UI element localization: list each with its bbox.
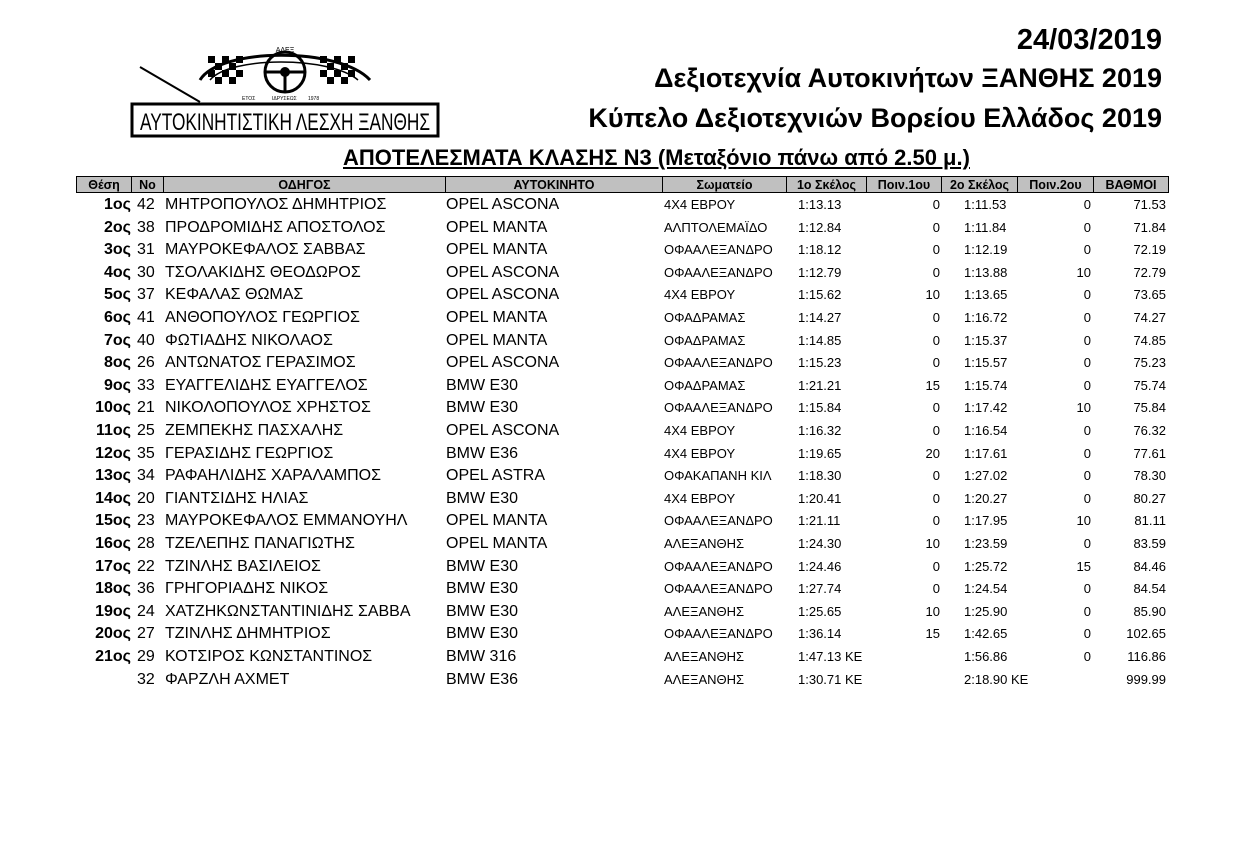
logo-club-name: ΑΥΤΟΚΙΝΗΤΙΣΤΙΚΗ ΛΕΣΧΗ ΞΑΝΘΗΣ [140, 109, 430, 136]
table-row [76, 578, 1176, 600]
leg1-cell: 1:12.79 [798, 264, 842, 280]
number-cell: 25 [137, 422, 155, 439]
logo-top-text: ΑΛΕΞ [275, 47, 295, 54]
penalty2-cell: 15 [1076, 558, 1091, 574]
club-cell: 4X4 ΕΒΡΟΥ [664, 197, 736, 212]
leg1-cell: 1:21.21 [798, 377, 842, 393]
leg2-cell: 1:15.37 [964, 332, 1008, 348]
position-cell: 6ος [104, 309, 131, 326]
penalty2-cell: 0 [1083, 581, 1091, 597]
cup-title: Κύπελο Δεξιοτεχνιών Βορείου Ελλάδος 2019 [588, 103, 1162, 133]
position-cell: 17ος [95, 557, 131, 575]
leg2-cell: 1:11.84 [964, 219, 1007, 235]
leg2-cell: 1:17.95 [964, 513, 1008, 529]
penalty1-cell: 15 [925, 377, 940, 393]
penalty1-cell: 0 [932, 242, 940, 258]
car-cell: OPEL MANTA [446, 535, 548, 552]
leg2-cell: 1:12.19 [964, 242, 1008, 258]
car-cell: BMW E30 [446, 489, 519, 507]
table-row [76, 194, 1176, 216]
club-cell: ΑΛΕΞΑΝΘΗΣ [664, 671, 745, 687]
club-cell: ΟΦΑΑΛΕΞΑΝΔΡΟ [664, 400, 773, 416]
driver-cell: ΡΑΦΑΗΛΙΔΗΣ ΧΑΡΑΛΑΜΠΟΣ [165, 467, 382, 485]
penalty2-cell: 0 [1083, 468, 1091, 484]
number-cell: 30 [137, 263, 155, 281]
car-cell: OPEL MANTA [446, 512, 548, 530]
leg1-cell: 1:24.46 [798, 558, 842, 574]
number-cell: 22 [137, 557, 155, 575]
table-row [76, 307, 1176, 329]
points-cell: 78.30 [1133, 468, 1166, 484]
points-cell: 75.84 [1133, 400, 1166, 416]
position-cell: 10ος [95, 399, 131, 417]
number-cell: 37 [137, 286, 155, 304]
penalty2-cell: 10 [1076, 264, 1091, 280]
driver-cell: ΓΡΗΓΟΡΙΑΔΗΣ ΝΙΚΟΣ [165, 580, 329, 598]
club-cell: ΟΦΑΚΑΠΑΝΗ ΚΙΛ [664, 468, 772, 484]
penalty2-cell: 0 [1083, 197, 1091, 212]
leg2-cell: 1:24.54 [964, 581, 1008, 597]
col-number: Νο [131, 176, 164, 193]
leg2-cell: 1:13.65 [964, 287, 1008, 303]
penalty1-cell: 0 [932, 400, 940, 416]
driver-cell: ΕΥΑΓΓΕΛΙΔΗΣ ΕΥΑΓΓΕΛΟΣ [165, 376, 368, 394]
penalty1-cell: 0 [932, 355, 940, 371]
leg1-cell: 1:25.65 [798, 603, 842, 619]
col-penalty2: Ποιν.2ου [1017, 176, 1094, 193]
number-cell: 36 [137, 580, 155, 598]
logo-year-right: 1978 [308, 96, 320, 102]
car-cell: OPEL MANTA [446, 241, 548, 259]
results-subtitle: ΑΠΟΤΕΛΕΣΜΑΤΑ ΚΛΑΣΗΣ Ν3 (Μεταξόνιο πάνω από 2.50 μ.) [343, 145, 970, 170]
logo-year-left: ΕΤΟΣ [242, 96, 256, 102]
driver-cell: ΚΕΦΑΛΑΣ ΘΩΜΑΣ [165, 286, 304, 304]
penalty1-cell: 0 [932, 332, 940, 348]
car-cell: BMW E36 [446, 670, 519, 688]
driver-cell: ΑΝΤΩΝΑΤΟΣ ΓΕΡΑΣΙΜΟΣ [165, 354, 356, 372]
table-row [76, 420, 1176, 442]
number-cell: 31 [137, 241, 155, 259]
leg1-cell: 1:21.11 [798, 513, 841, 529]
position-cell: 4ος [104, 263, 131, 281]
club-cell: ΟΦΑΑΛΕΞΑΝΔΡΟ [664, 558, 773, 574]
leg2-cell: 1:13.88 [964, 264, 1008, 280]
car-cell: BMW E30 [446, 625, 519, 643]
table-row [76, 239, 1176, 261]
driver-cell: ΓΕΡΑΣΙΔΗΣ ΓΕΩΡΓΙΟΣ [165, 444, 334, 462]
table-row [76, 443, 1176, 465]
club-cell: ΟΦΑΔΡΑΜΑΣ [664, 310, 746, 325]
club-logo [130, 42, 440, 138]
penalty1-cell: 0 [932, 219, 940, 235]
points-cell: 74.27 [1133, 310, 1166, 325]
position-cell: 12ος [95, 444, 131, 462]
leg1-cell: 1:19.65 [798, 445, 842, 461]
position-cell: 18ος [95, 580, 131, 598]
table-row [76, 669, 1176, 691]
number-cell: 41 [137, 309, 155, 326]
leg1-cell: 1:12.84 [798, 219, 842, 235]
leg2-cell: 1:16.72 [964, 310, 1008, 325]
table-row [76, 488, 1176, 510]
penalty2-cell: 0 [1083, 332, 1091, 348]
club-cell: 4X4 ΕΒΡΟΥ [664, 445, 736, 461]
col-driver: ΟΔΗΓΟΣ [163, 176, 446, 193]
position-cell: 19ος [95, 602, 131, 620]
leg1-cell: 1:30.71 ΚΕ [798, 671, 863, 687]
leg1-cell: 1:24.30 [798, 536, 842, 551]
car-cell: OPEL ASCONA [446, 196, 560, 213]
penalty2-cell: 0 [1083, 423, 1091, 438]
driver-cell: ΤΖΙΝΛΗΣ ΔΗΜΗΤΡΙΟΣ [165, 625, 331, 643]
points-cell: 80.27 [1133, 490, 1166, 506]
car-cell: OPEL ASCONA [446, 263, 560, 281]
penalty2-cell: 10 [1076, 400, 1091, 416]
points-cell: 85.90 [1133, 603, 1166, 619]
penalty2-cell: 0 [1083, 377, 1091, 393]
leg2-cell: 1:25.72 [964, 558, 1008, 574]
position-cell: 15ος [95, 512, 131, 530]
table-row [76, 330, 1176, 352]
club-cell: ΑΛΠΤΟΛΕΜΑΪΔΟ [664, 219, 768, 235]
penalty2-cell: 0 [1083, 490, 1091, 506]
driver-cell: ΠΡΟΔΡΟΜΙΔΗΣ ΑΠΟΣΤΟΛΟΣ [165, 218, 386, 236]
leg1-cell: 1:15.62 [798, 287, 842, 303]
penalty2-cell: 0 [1083, 649, 1091, 664]
table-row [76, 352, 1176, 374]
col-club: Σωματείο [662, 176, 787, 193]
penalty1-cell: 0 [932, 490, 940, 506]
number-cell: 21 [137, 399, 155, 417]
leg1-cell: 1:14.85 [798, 332, 842, 348]
leg1-cell: 1:15.23 [798, 355, 842, 371]
car-cell: OPEL ASTRA [446, 467, 545, 485]
penalty2-cell: 0 [1083, 603, 1091, 619]
points-cell: 999.99 [1126, 671, 1166, 687]
driver-cell: ΜΗΤΡΟΠΟΥΛΟΣ ΔΗΜΗΤΡΙΟΣ [165, 196, 387, 213]
car-cell: BMW E30 [446, 602, 519, 620]
col-car: ΑΥΤΟΚΙΝΗΤΟ [445, 176, 663, 193]
car-cell: BMW E30 [446, 557, 519, 575]
points-cell: 116.86 [1127, 649, 1166, 664]
leg2-cell: 1:16.54 [964, 423, 1008, 438]
number-cell: 40 [137, 331, 155, 349]
points-cell: 73.65 [1133, 287, 1166, 303]
col-position: Θέση [76, 176, 132, 193]
club-cell: ΑΛΕΞΑΝΘΗΣ [664, 536, 745, 551]
club-cell: ΟΦΑΔΡΑΜΑΣ [664, 377, 746, 393]
driver-cell: ΤΣΟΛΑΚΙΔΗΣ ΘΕΟΔΩΡΟΣ [165, 263, 361, 281]
penalty2-cell: 0 [1083, 287, 1091, 303]
table-row [76, 465, 1176, 487]
car-cell: BMW E36 [446, 444, 519, 462]
penalty1-cell: 0 [932, 468, 940, 484]
checkered-flag-left-icon [140, 56, 243, 102]
points-cell: 75.74 [1133, 377, 1166, 393]
checkered-flag-right-icon [320, 56, 355, 84]
driver-cell: ΜΑΥΡΟΚΕΦΑΛΟΣ ΕΜΜΑΝΟΥΗΛ [165, 512, 408, 530]
penalty1-cell: 0 [932, 423, 940, 438]
leg2-cell: 1:27.02 [964, 468, 1008, 484]
penalty1-cell: 0 [932, 513, 940, 529]
leg2-cell: 1:15.74 [964, 377, 1008, 393]
leg2-cell: 1:11.53 [964, 197, 1007, 212]
driver-cell: ΦΩΤΙΑΔΗΣ ΝΙΚΟΛΑΟΣ [165, 331, 333, 349]
col-points: ΒΑΘΜΟΙ [1093, 176, 1169, 193]
car-cell: BMW E30 [446, 580, 519, 598]
position-cell: 2ος [104, 218, 131, 236]
club-cell: ΟΦΑΑΛΕΞΑΝΔΡΟ [664, 581, 773, 597]
car-cell: BMW 316 [446, 648, 517, 665]
position-cell: 1ος [104, 196, 131, 213]
table-row [76, 533, 1176, 555]
penalty2-cell: 0 [1083, 626, 1091, 642]
club-cell: ΑΛΕΞΑΝΘΗΣ [664, 603, 745, 619]
number-cell: 35 [137, 444, 155, 462]
number-cell: 32 [137, 670, 155, 688]
number-cell: 23 [137, 512, 155, 530]
leg2-cell: 1:15.57 [964, 355, 1008, 371]
driver-cell: ΑΝΘΟΠΟΥΛΟΣ ΓΕΩΡΓΙΟΣ [165, 309, 360, 326]
table-row [76, 397, 1176, 419]
number-cell: 38 [137, 218, 155, 236]
table-row [76, 510, 1176, 532]
position-cell: 5ος [104, 286, 131, 304]
leg1-cell: 1:16.32 [798, 423, 842, 438]
club-cell: 4X4 ΕΒΡΟΥ [664, 287, 736, 303]
position-cell: 13ος [95, 467, 131, 485]
club-cell: ΟΦΑΑΛΕΞΑΝΔΡΟ [664, 242, 773, 258]
car-cell: OPEL MANTA [446, 218, 548, 236]
table-row [76, 623, 1176, 645]
points-cell: 81.11 [1134, 513, 1166, 529]
leg1-cell: 1:14.27 [798, 310, 842, 325]
club-cell: ΑΛΕΞΑΝΘΗΣ [664, 649, 745, 664]
driver-cell: ΖΕΜΠΕΚΗΣ ΠΑΣΧΑΛΗΣ [165, 422, 344, 439]
number-cell: 27 [137, 625, 155, 643]
table-row [76, 262, 1176, 284]
points-cell: 71.84 [1133, 219, 1166, 235]
number-cell: 24 [137, 602, 155, 620]
penalty1-cell: 20 [925, 445, 940, 461]
col-penalty1: Ποιν.1ου [866, 176, 942, 193]
penalty2-cell: 10 [1076, 513, 1091, 529]
car-cell: BMW E30 [446, 399, 519, 417]
driver-cell: ΤΖΙΝΛΗΣ ΒΑΣΙΛΕΙΟΣ [165, 557, 321, 575]
penalty2-cell: 0 [1083, 536, 1091, 551]
driver-cell: ΝΙΚΟΛΟΠΟΥΛΟΣ ΧΡΗΣΤΟΣ [165, 399, 371, 417]
table-row [76, 217, 1176, 239]
position-cell: 21ος [95, 648, 131, 665]
position-cell: 11ος [95, 422, 131, 439]
driver-cell: ΓΙΑΝΤΣΙΔΗΣ ΗΛΙΑΣ [165, 489, 309, 507]
number-cell: 20 [137, 489, 155, 507]
leg1-cell: 1:18.12 [798, 242, 842, 258]
car-cell: OPEL MANTA [446, 331, 548, 349]
penalty2-cell: 0 [1083, 310, 1091, 325]
table-row [76, 601, 1176, 623]
car-cell: BMW E30 [446, 376, 519, 394]
car-cell: OPEL ASCONA [446, 286, 560, 304]
penalty1-cell: 10 [925, 536, 940, 551]
leg2-cell: 1:25.90 [964, 603, 1008, 619]
table-row [76, 284, 1176, 306]
points-cell: 74.85 [1133, 332, 1166, 348]
driver-cell: ΤΖΕΛΕΠΗΣ ΠΑΝΑΓΙΩΤΗΣ [165, 535, 355, 552]
penalty1-cell: 10 [925, 603, 940, 619]
table-row [76, 556, 1176, 578]
number-cell: 28 [137, 535, 155, 552]
club-cell: ΟΦΑΑΛΕΞΑΝΔΡΟ [664, 626, 773, 642]
points-cell: 75.23 [1133, 355, 1166, 371]
points-cell: 77.61 [1133, 445, 1166, 461]
points-cell: 84.54 [1133, 581, 1166, 597]
club-cell: 4X4 ΕΒΡΟΥ [664, 490, 736, 506]
position-cell: 3ος [104, 241, 131, 259]
leg1-cell: 1:47.13 ΚΕ [798, 649, 863, 664]
leg2-cell: 1:20.27 [964, 490, 1008, 506]
driver-cell: ΧΑΤΖΗΚΩΝΣΤΑΝΤΙΝΙΔΗΣ ΣΑΒΒΑ [165, 602, 411, 620]
leg2-cell: 2:18.90 ΚΕ [964, 671, 1029, 687]
position-cell: 9ος [104, 376, 131, 394]
position-cell: 8ος [104, 354, 131, 372]
penalty1-cell: 15 [925, 626, 940, 642]
driver-cell: ΦΑΡΖΛΗ ΑΧΜΕΤ [165, 670, 290, 688]
club-cell: ΟΦΑΑΛΕΞΑΝΔΡΟ [664, 264, 773, 280]
points-cell: 72.79 [1133, 264, 1166, 280]
club-cell: ΟΦΑΑΛΕΞΑΝΔΡΟ [664, 513, 773, 529]
driver-cell: ΚΟΤΣΙΡΟΣ ΚΩΝΣΤΑΝΤΙΝΟΣ [165, 648, 373, 665]
table-row [76, 646, 1176, 668]
penalty2-cell: 0 [1083, 355, 1091, 371]
leg1-cell: 1:36.14 [798, 626, 842, 642]
number-cell: 26 [137, 354, 155, 372]
leg2-cell: 1:17.42 [964, 400, 1008, 416]
table-row [76, 375, 1176, 397]
penalty1-cell: 0 [932, 197, 940, 212]
penalty1-cell: 0 [932, 310, 940, 325]
points-cell: 84.46 [1133, 558, 1166, 574]
leg2-cell: 1:23.59 [964, 536, 1008, 551]
penalty1-cell: 0 [932, 558, 940, 574]
points-cell: 83.59 [1133, 536, 1166, 551]
number-cell: 42 [137, 196, 155, 213]
points-cell: 76.32 [1133, 423, 1166, 438]
penalty2-cell: 0 [1083, 242, 1091, 258]
penalty1-cell: 0 [932, 264, 940, 280]
car-cell: OPEL MANTA [446, 309, 548, 326]
club-cell: ΟΦΑΔΡΑΜΑΣ [664, 332, 746, 348]
number-cell: 29 [137, 648, 155, 665]
penalty1-cell: 10 [925, 287, 940, 303]
col-leg2: 2ο Σκέλος [941, 176, 1018, 193]
event-title: Δεξιοτεχνία Αυτοκινήτων ΞΑΝΘΗΣ 2019 [654, 63, 1162, 93]
leg1-cell: 1:18.30 [798, 468, 842, 484]
car-cell: OPEL ASCONA [446, 354, 560, 372]
number-cell: 34 [137, 467, 155, 485]
leg1-cell: 1:20.41 [798, 490, 842, 506]
leg2-cell: 1:56.86 [964, 649, 1008, 664]
position-cell: 14ος [95, 489, 131, 507]
points-cell: 71.53 [1133, 197, 1166, 212]
leg1-cell: 1:13.13 [798, 197, 842, 212]
position-cell: 16ος [95, 535, 131, 552]
leg1-cell: 1:27.74 [798, 581, 842, 597]
col-leg1: 1ο Σκέλος [786, 176, 867, 193]
leg1-cell: 1:15.84 [798, 400, 842, 416]
penalty2-cell: 0 [1083, 445, 1091, 461]
logo-year-mid: ΙΔΡΥΣΕΩΣ [272, 96, 297, 102]
leg2-cell: 1:42.65 [964, 626, 1008, 642]
penalty1-cell: 0 [932, 581, 940, 597]
points-cell: 102.65 [1126, 626, 1166, 642]
number-cell: 33 [137, 376, 155, 394]
driver-cell: ΜΑΥΡΟΚΕΦΑΛΟΣ ΣΑΒΒΑΣ [165, 241, 366, 259]
steering-wheel-icon [265, 52, 305, 92]
club-cell: ΟΦΑΑΛΕΞΑΝΔΡΟ [664, 355, 773, 371]
position-cell: 7ος [104, 331, 131, 349]
position-cell: 20ος [95, 625, 131, 643]
points-cell: 72.19 [1133, 242, 1166, 258]
car-cell: OPEL ASCONA [446, 422, 560, 439]
event-date: 24/03/2019 [1016, 24, 1162, 56]
penalty2-cell: 0 [1083, 219, 1091, 235]
club-cell: 4X4 ΕΒΡΟΥ [664, 423, 736, 438]
leg2-cell: 1:17.61 [964, 445, 1008, 461]
